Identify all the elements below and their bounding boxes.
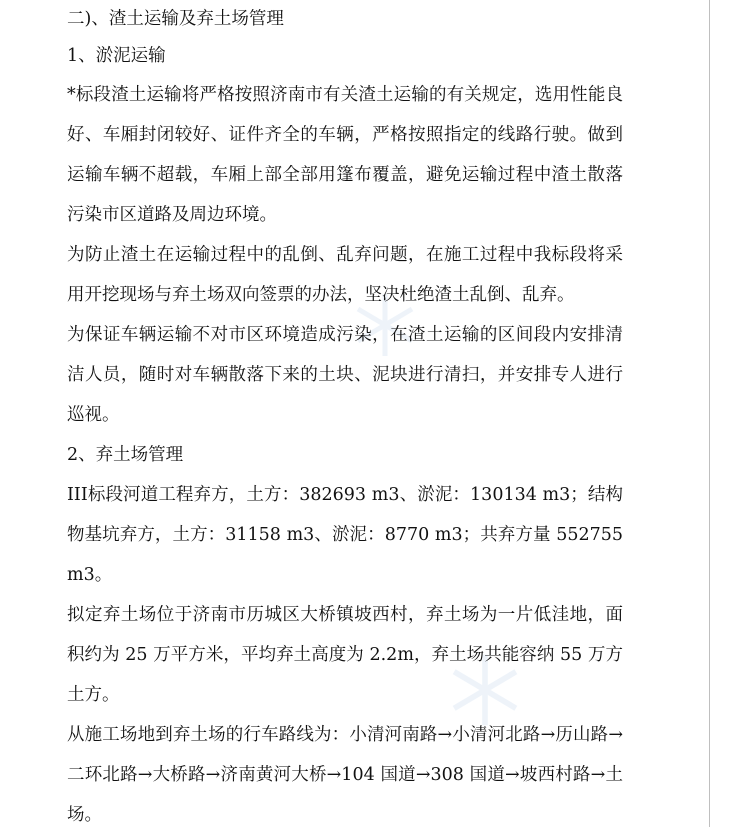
paragraph: 从施工场地到弃土场的行车路线为：小清河南路→小清河北路→历山路→二环北路→大桥路→济南黄河大桥→104 国道→308 国道→坡西村路→土场。 <box>67 725 623 825</box>
paragraph: 拟定弃土场位于济南市历城区大桥镇坡西村，弃土场为一片低洼地，面积约为 25 万平方米，平均弃土高度为 2.2m，弃土场共能容纳 55 万方土方。 <box>67 605 623 705</box>
paragraph: 为防止渣土在运输过程中的乱倒、乱弃问题，在施工过程中我标段将采用开挖现场与弃土场双向签票的办法，坚决杜绝渣土乱倒、乱弃。 <box>67 245 623 305</box>
paragraph: III标段河道工程弃方，土方：382693 m3、淤泥：130134 m3；结构物基坑弃方，土方：31158 m3、淤泥：8770 m3；共弃方量 552755 m3。 <box>67 485 623 585</box>
document-page <box>67 0 623 827</box>
page-edge-rule <box>709 0 710 827</box>
subsection-title-1: 1、淤泥运输 <box>67 46 166 66</box>
subsection-title-2: 2、弃土场管理 <box>67 445 184 465</box>
paragraph: *标段渣土运输将严格按照济南市有关渣土运输的有关规定，选用性能良好、车厢封闭较好、证件齐全的车辆，严格按照指定的线路行驶。做到运输车辆不超载，车厢上部全部用篷布覆盖，避免运输过程中渣土散落污染市区道路及周边环境。 <box>67 85 623 225</box>
paragraph: 为保证车辆运输不对市区环境造成污染，在渣土运输的区间段内安排清洁人员，随时对车辆散落下来的土块、泥块进行清扫，并安排专人进行巡视。 <box>67 325 623 425</box>
section-title: 二)、渣土运输及弃土场管理 <box>67 9 284 29</box>
